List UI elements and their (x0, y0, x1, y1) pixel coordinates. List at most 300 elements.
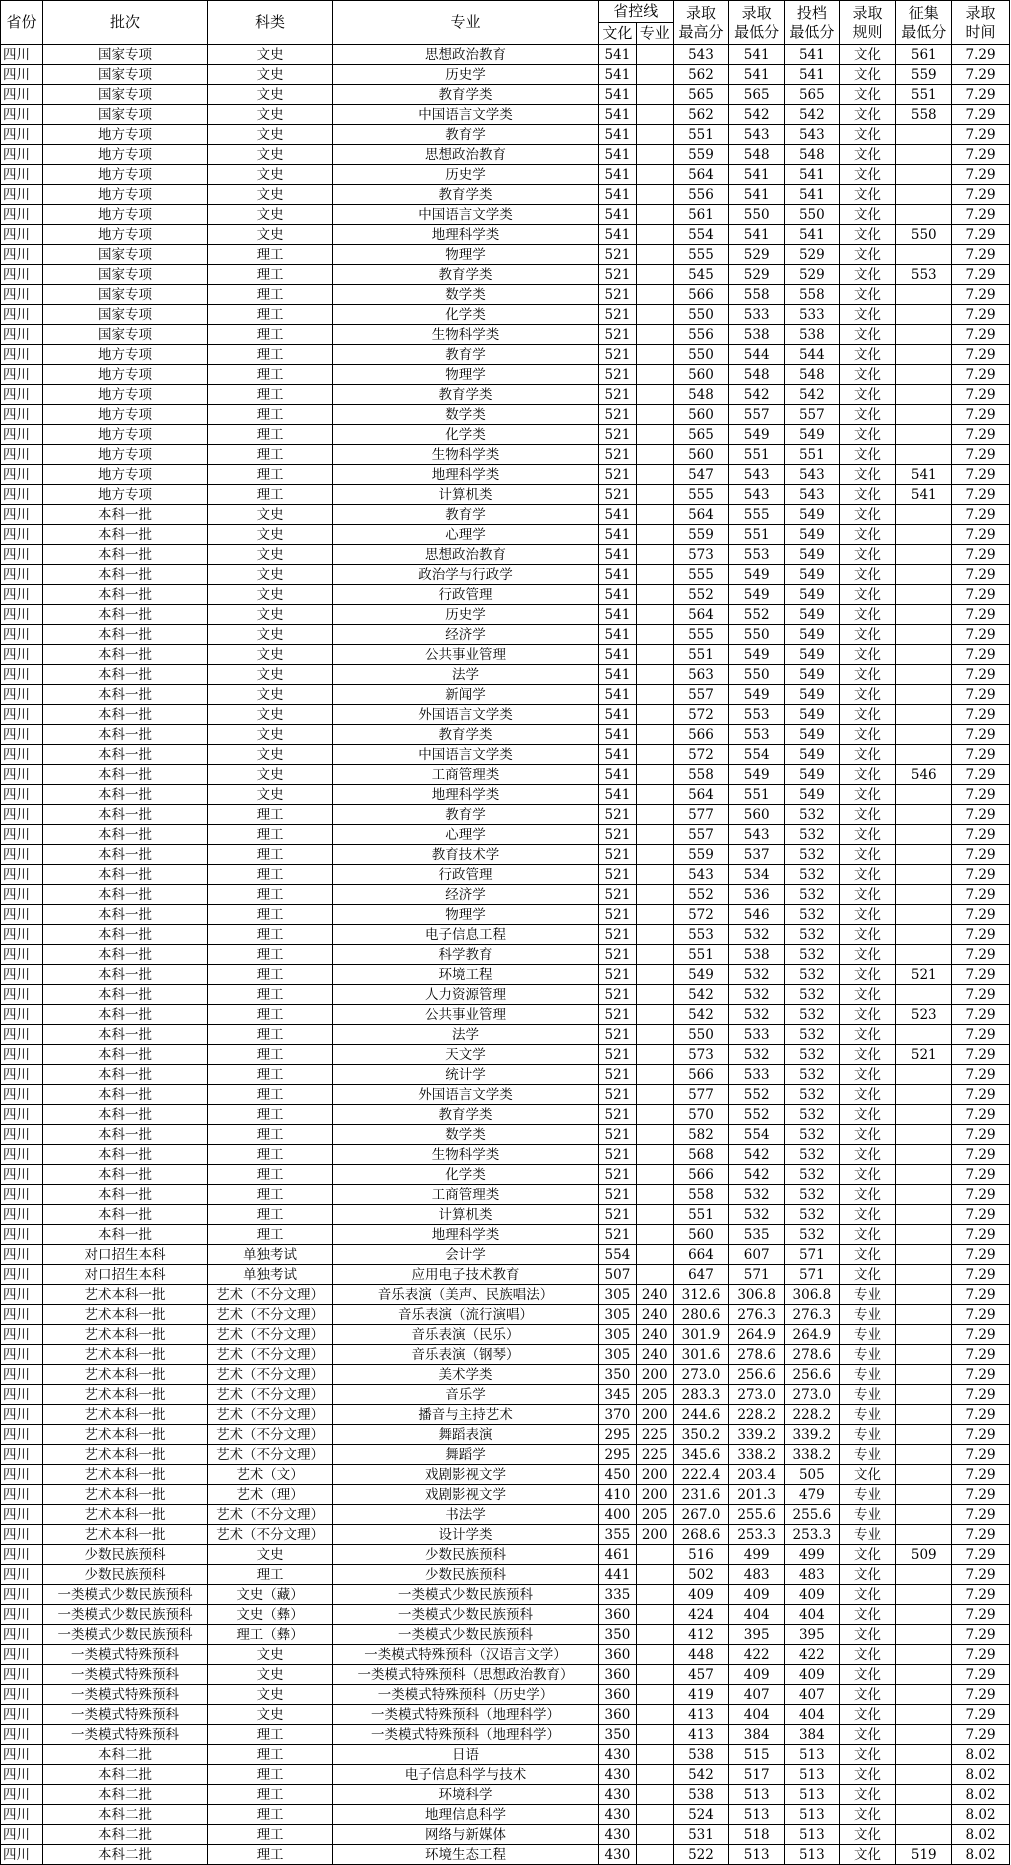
admission-rule-cell: 文化 (839, 1705, 896, 1725)
province-cell: 四川 (1, 1425, 43, 1445)
admission-rule-cell: 文化 (839, 1045, 896, 1065)
control-major-cell: 205 (636, 1385, 673, 1405)
min-score-cell: 533 (729, 1025, 785, 1045)
admission-rule-cell: 文化 (839, 1665, 896, 1685)
province-cell: 四川 (1, 785, 43, 805)
province-cell: 四川 (1, 1585, 43, 1605)
major-cell: 戏剧影视文学 (333, 1465, 599, 1485)
table-row (1, 305, 1010, 325)
control-culture-cell: 350 (599, 1625, 637, 1645)
control-major-cell (636, 1265, 673, 1285)
file-min-score-cell: 532 (785, 1205, 840, 1225)
major-cell: 公共事业管理 (333, 645, 599, 665)
major-cell: 一类模式特殊预科（汉语言文学） (333, 1645, 599, 1665)
table-row (1, 385, 1010, 405)
file-min-score-cell: 549 (785, 765, 840, 785)
category-cell: 文史 (208, 685, 333, 705)
solicit-min-score-cell (896, 365, 952, 385)
admission-time-cell: 7.29 (952, 545, 1010, 565)
category-cell: 理工 (208, 1085, 333, 1105)
min-score-cell: 553 (729, 705, 785, 725)
category-cell: 文史 (208, 625, 333, 645)
file-min-score-cell: 228.2 (785, 1405, 840, 1425)
admission-time-cell: 7.29 (952, 1485, 1010, 1505)
control-major-cell (636, 165, 673, 185)
max-score-cell: 549 (673, 965, 729, 985)
control-major-cell (636, 1165, 673, 1185)
table-row (1, 1165, 1010, 1185)
admission-time-cell: 7.29 (952, 1725, 1010, 1745)
admission-time-cell: 7.29 (952, 1685, 1010, 1705)
min-score-cell: 534 (729, 865, 785, 885)
province-cell: 四川 (1, 585, 43, 605)
min-score-cell: 538 (729, 945, 785, 965)
max-score-cell: 413 (673, 1705, 729, 1725)
admission-time-cell: 7.29 (952, 1065, 1010, 1085)
control-culture-cell: 521 (599, 845, 637, 865)
table-row (1, 1185, 1010, 1205)
province-cell: 四川 (1, 1065, 43, 1085)
min-score-cell: 548 (729, 365, 785, 385)
control-major-cell (636, 1185, 673, 1205)
province-cell: 四川 (1, 905, 43, 925)
solicit-min-score-cell (896, 865, 952, 885)
min-score-cell: 550 (729, 625, 785, 645)
file-min-score-cell: 548 (785, 145, 840, 165)
max-score-cell: 556 (673, 185, 729, 205)
batch-cell: 少数民族预科 (43, 1545, 208, 1565)
solicit-min-score-cell (896, 1785, 952, 1805)
admission-time-cell: 7.29 (952, 1085, 1010, 1105)
category-cell: 文史 (208, 645, 333, 665)
header-control-culture: 文化 (599, 23, 637, 45)
file-min-score-cell: 407 (785, 1685, 840, 1705)
header-admission-rule (839, 1, 896, 45)
admission-rule-cell: 文化 (839, 1845, 896, 1865)
max-score-cell: 558 (673, 1185, 729, 1205)
province-cell: 四川 (1, 1645, 43, 1665)
admission-time-cell: 7.29 (952, 305, 1010, 325)
max-score-cell: 560 (673, 445, 729, 465)
province-cell: 四川 (1, 85, 43, 105)
control-major-cell (636, 385, 673, 405)
province-cell: 四川 (1, 265, 43, 285)
table-row (1, 505, 1010, 525)
category-cell: 理工 (208, 885, 333, 905)
control-culture-cell: 370 (599, 1405, 637, 1425)
major-cell: 生物科学类 (333, 1145, 599, 1165)
batch-cell: 国家专项 (43, 85, 208, 105)
control-major-cell (636, 1045, 673, 1065)
control-culture-cell: 521 (599, 405, 637, 425)
province-cell: 四川 (1, 1225, 43, 1245)
major-cell: 应用电子技术教育 (333, 1265, 599, 1285)
control-major-cell (636, 1005, 673, 1025)
control-culture-cell: 521 (599, 1225, 637, 1245)
major-cell: 数学类 (333, 285, 599, 305)
batch-cell: 本科一批 (43, 745, 208, 765)
control-culture-cell: 295 (599, 1445, 637, 1465)
solicit-min-score-cell (896, 205, 952, 225)
major-cell: 教育学类 (333, 725, 599, 745)
solicit-min-score-cell (896, 1825, 952, 1845)
min-score-cell: 483 (729, 1565, 785, 1585)
major-cell: 音乐表演（美声、民族唱法） (333, 1285, 599, 1305)
admission-rule-cell: 文化 (839, 905, 896, 925)
file-min-score-cell: 543 (785, 485, 840, 505)
province-cell: 四川 (1, 385, 43, 405)
control-culture-cell: 541 (599, 225, 637, 245)
table-row (1, 745, 1010, 765)
table-row (1, 1765, 1010, 1785)
admission-rule-cell: 文化 (839, 1605, 896, 1625)
admission-rule-cell: 文化 (839, 65, 896, 85)
table-row (1, 705, 1010, 725)
control-culture-cell: 521 (599, 985, 637, 1005)
control-major-cell: 240 (636, 1285, 673, 1305)
province-cell: 四川 (1, 565, 43, 585)
solicit-min-score-cell (896, 425, 952, 445)
control-culture-cell: 521 (599, 445, 637, 465)
major-cell: 科学教育 (333, 945, 599, 965)
header-province: 省份 (1, 1, 43, 45)
category-cell: 艺术（不分文理） (208, 1505, 333, 1525)
min-score-cell: 549 (729, 645, 785, 665)
batch-cell: 本科二批 (43, 1825, 208, 1845)
min-score-cell: 543 (729, 465, 785, 485)
control-culture-cell: 295 (599, 1425, 637, 1445)
admission-time-cell: 7.29 (952, 1465, 1010, 1485)
admission-rule-cell: 文化 (839, 125, 896, 145)
control-major-cell (636, 345, 673, 365)
file-min-score-cell: 571 (785, 1245, 840, 1265)
min-score-cell: 553 (729, 545, 785, 565)
file-min-score-cell: 549 (785, 645, 840, 665)
control-major-cell (636, 985, 673, 1005)
min-score-cell: 550 (729, 665, 785, 685)
major-cell: 教育学 (333, 125, 599, 145)
major-cell: 工商管理类 (333, 765, 599, 785)
major-cell: 计算机类 (333, 1205, 599, 1225)
control-major-cell: 225 (636, 1425, 673, 1445)
file-min-score-cell: 532 (785, 1065, 840, 1085)
solicit-min-score-cell (896, 925, 952, 945)
admission-rule-cell: 文化 (839, 1265, 896, 1285)
file-min-score-cell: 532 (785, 965, 840, 985)
control-culture-cell: 541 (599, 725, 637, 745)
major-cell: 思想政治教育 (333, 145, 599, 165)
admission-rule-cell: 文化 (839, 505, 896, 525)
batch-cell: 本科一批 (43, 805, 208, 825)
solicit-min-score-cell (896, 1065, 952, 1085)
min-score-cell: 542 (729, 385, 785, 405)
province-cell: 四川 (1, 105, 43, 125)
file-min-score-cell: 529 (785, 265, 840, 285)
max-score-cell: 647 (673, 1265, 729, 1285)
table-row (1, 325, 1010, 345)
admission-rule-cell: 文化 (839, 1625, 896, 1645)
control-culture-cell: 430 (599, 1745, 637, 1765)
min-score-cell: 549 (729, 685, 785, 705)
solicit-min-score-cell: 558 (896, 105, 952, 125)
solicit-min-score-cell: 541 (896, 485, 952, 505)
control-major-cell (636, 365, 673, 385)
category-cell: 文史 (208, 1545, 333, 1565)
control-culture-cell: 541 (599, 205, 637, 225)
control-culture-cell: 541 (599, 185, 637, 205)
max-score-cell: 550 (673, 305, 729, 325)
table-row (1, 1485, 1010, 1505)
file-min-score-cell: 549 (785, 525, 840, 545)
admission-time-cell: 7.29 (952, 165, 1010, 185)
admission-rule-cell: 文化 (839, 245, 896, 265)
admission-rule-cell: 文化 (839, 345, 896, 365)
control-major-cell: 200 (636, 1405, 673, 1425)
table-row (1, 905, 1010, 925)
category-cell: 文史 (208, 505, 333, 525)
solicit-min-score-cell (896, 385, 952, 405)
major-cell: 工商管理类 (333, 1185, 599, 1205)
min-score-cell: 558 (729, 285, 785, 305)
solicit-min-score-cell: 546 (896, 765, 952, 785)
major-cell: 行政管理 (333, 585, 599, 605)
province-cell: 四川 (1, 1185, 43, 1205)
admission-rule-cell: 专业 (839, 1485, 896, 1505)
table-row (1, 1385, 1010, 1405)
file-min-score-cell: 532 (785, 1225, 840, 1245)
category-cell: 艺术（不分文理） (208, 1325, 333, 1345)
solicit-min-score-cell (896, 1585, 952, 1605)
admission-time-cell: 7.29 (952, 1125, 1010, 1145)
table-row (1, 1365, 1010, 1385)
table-row (1, 245, 1010, 265)
admission-time-cell: 7.29 (952, 945, 1010, 965)
max-score-cell: 557 (673, 825, 729, 845)
major-cell: 地理科学类 (333, 225, 599, 245)
solicit-min-score-cell (896, 125, 952, 145)
table-row (1, 685, 1010, 705)
admission-time-cell: 7.29 (952, 105, 1010, 125)
major-cell: 书法学 (333, 1505, 599, 1525)
table-row (1, 805, 1010, 825)
province-cell: 四川 (1, 1085, 43, 1105)
control-culture-cell: 521 (599, 925, 637, 945)
table-row (1, 1065, 1010, 1085)
category-cell: 理工 (208, 1105, 333, 1125)
batch-cell: 地方专项 (43, 425, 208, 445)
admission-time-cell: 8.02 (952, 1825, 1010, 1845)
batch-cell: 地方专项 (43, 485, 208, 505)
admission-rule-cell: 文化 (839, 325, 896, 345)
solicit-min-score-cell (896, 545, 952, 565)
file-min-score-cell: 276.3 (785, 1305, 840, 1325)
province-cell: 四川 (1, 1765, 43, 1785)
solicit-min-score-cell (896, 525, 952, 545)
admission-rule-cell: 文化 (839, 1165, 896, 1185)
batch-cell: 本科一批 (43, 725, 208, 745)
table-row (1, 1565, 1010, 1585)
solicit-min-score-cell (896, 1105, 952, 1125)
province-cell: 四川 (1, 985, 43, 1005)
batch-cell: 一类模式特殊预科 (43, 1705, 208, 1725)
solicit-min-score-cell (896, 445, 952, 465)
solicit-min-score-cell (896, 1405, 952, 1425)
max-score-cell: 555 (673, 625, 729, 645)
control-major-cell (636, 1145, 673, 1165)
admission-time-cell: 7.29 (952, 1145, 1010, 1165)
control-culture-cell: 360 (599, 1605, 637, 1625)
table-row (1, 1525, 1010, 1545)
control-culture-cell: 430 (599, 1805, 637, 1825)
table-row (1, 485, 1010, 505)
table-row (1, 585, 1010, 605)
table-row (1, 1345, 1010, 1365)
file-min-score-cell: 549 (785, 605, 840, 625)
control-major-cell (636, 1545, 673, 1565)
file-min-score-cell: 532 (785, 1105, 840, 1125)
min-score-cell: 541 (729, 185, 785, 205)
solicit-min-score-cell (896, 245, 952, 265)
admission-time-cell: 7.29 (952, 405, 1010, 425)
control-culture-cell: 541 (599, 585, 637, 605)
control-culture-cell: 521 (599, 825, 637, 845)
file-min-score-cell: 544 (785, 345, 840, 365)
category-cell: 理工 (208, 245, 333, 265)
major-cell: 化学类 (333, 425, 599, 445)
batch-cell: 本科一批 (43, 705, 208, 725)
max-score-cell: 413 (673, 1725, 729, 1745)
min-score-cell: 560 (729, 805, 785, 825)
control-culture-cell: 541 (599, 765, 637, 785)
admission-time-cell: 7.29 (952, 225, 1010, 245)
control-major-cell (636, 285, 673, 305)
table-row (1, 945, 1010, 965)
control-culture-cell: 541 (599, 565, 637, 585)
control-culture-cell: 541 (599, 625, 637, 645)
min-score-cell: 551 (729, 525, 785, 545)
solicit-min-score-cell (896, 1465, 952, 1485)
category-cell: 文史 (208, 125, 333, 145)
admission-rule-cell: 文化 (839, 465, 896, 485)
table-row (1, 545, 1010, 565)
file-min-score-cell: 395 (785, 1625, 840, 1645)
control-major-cell (636, 65, 673, 85)
batch-cell: 艺术本科一批 (43, 1385, 208, 1405)
file-min-score-cell: 541 (785, 165, 840, 185)
batch-cell: 本科一批 (43, 665, 208, 685)
admission-rule-cell: 文化 (839, 1465, 896, 1485)
min-score-cell: 542 (729, 1145, 785, 1165)
control-major-cell: 240 (636, 1345, 673, 1365)
control-major-cell (636, 1665, 673, 1685)
min-score-cell: 339.2 (729, 1425, 785, 1445)
category-cell: 理工 (208, 1065, 333, 1085)
admission-rule-cell: 文化 (839, 1725, 896, 1745)
admission-time-cell: 7.29 (952, 45, 1010, 65)
batch-cell: 国家专项 (43, 265, 208, 285)
solicit-min-score-cell (896, 1565, 952, 1585)
category-cell: 理工 (208, 1805, 333, 1825)
min-score-cell: 555 (729, 505, 785, 525)
control-major-cell (636, 245, 673, 265)
admission-rule-cell: 文化 (839, 925, 896, 945)
file-min-score-cell: 513 (785, 1765, 840, 1785)
control-major-cell: 200 (636, 1465, 673, 1485)
control-major-cell (636, 225, 673, 245)
file-min-score-cell: 549 (785, 545, 840, 565)
major-cell: 思想政治教育 (333, 45, 599, 65)
max-score-cell: 542 (673, 1005, 729, 1025)
max-score-cell: 550 (673, 1025, 729, 1045)
control-culture-cell: 521 (599, 865, 637, 885)
max-score-cell: 538 (673, 1785, 729, 1805)
solicit-min-score-cell: 551 (896, 85, 952, 105)
max-score-cell: 664 (673, 1245, 729, 1265)
max-score-cell: 570 (673, 1105, 729, 1125)
province-cell: 四川 (1, 125, 43, 145)
file-min-score-cell: 558 (785, 285, 840, 305)
file-min-score-cell: 542 (785, 385, 840, 405)
solicit-min-score-cell (896, 585, 952, 605)
admission-rule-cell: 文化 (839, 625, 896, 645)
admission-rule-cell: 文化 (839, 725, 896, 745)
province-cell: 四川 (1, 1845, 43, 1865)
province-cell: 四川 (1, 1705, 43, 1725)
control-culture-cell: 521 (599, 325, 637, 345)
province-cell: 四川 (1, 165, 43, 185)
category-cell: 文史 (208, 205, 333, 225)
batch-cell: 地方专项 (43, 165, 208, 185)
control-culture-cell: 350 (599, 1725, 637, 1745)
solicit-min-score-cell: 553 (896, 265, 952, 285)
province-cell: 四川 (1, 1805, 43, 1825)
solicit-min-score-cell (896, 1385, 952, 1405)
major-cell: 美术学类 (333, 1365, 599, 1385)
min-score-cell: 565 (729, 85, 785, 105)
solicit-min-score-cell (896, 305, 952, 325)
admission-rule-cell: 专业 (839, 1525, 896, 1545)
province-cell: 四川 (1, 485, 43, 505)
control-culture-cell: 541 (599, 85, 637, 105)
province-cell: 四川 (1, 1105, 43, 1125)
admission-time-cell: 7.29 (952, 485, 1010, 505)
file-min-score-cell: 532 (785, 1045, 840, 1065)
file-min-score-cell: 339.2 (785, 1425, 840, 1445)
table-row (1, 1325, 1010, 1345)
category-cell: 理工 (208, 425, 333, 445)
control-major-cell (636, 665, 673, 685)
solicit-min-score-cell (896, 1345, 952, 1365)
admission-rule-cell: 文化 (839, 1745, 896, 1765)
category-cell: 文史 (208, 1705, 333, 1725)
admission-rule-cell: 文化 (839, 825, 896, 845)
min-score-cell: 228.2 (729, 1405, 785, 1425)
solicit-min-score-cell (896, 405, 952, 425)
table-row (1, 1125, 1010, 1145)
category-cell: 理工 (208, 1125, 333, 1145)
solicit-min-score-cell (896, 505, 952, 525)
major-cell: 外国语言文学类 (333, 1085, 599, 1105)
batch-cell: 地方专项 (43, 225, 208, 245)
control-major-cell (636, 845, 673, 865)
province-cell: 四川 (1, 805, 43, 825)
table-row (1, 985, 1010, 1005)
max-score-cell: 572 (673, 905, 729, 925)
province-cell: 四川 (1, 65, 43, 85)
admission-rule-cell: 文化 (839, 985, 896, 1005)
solicit-min-score-cell (896, 1265, 952, 1285)
admission-rule-cell: 专业 (839, 1345, 896, 1365)
